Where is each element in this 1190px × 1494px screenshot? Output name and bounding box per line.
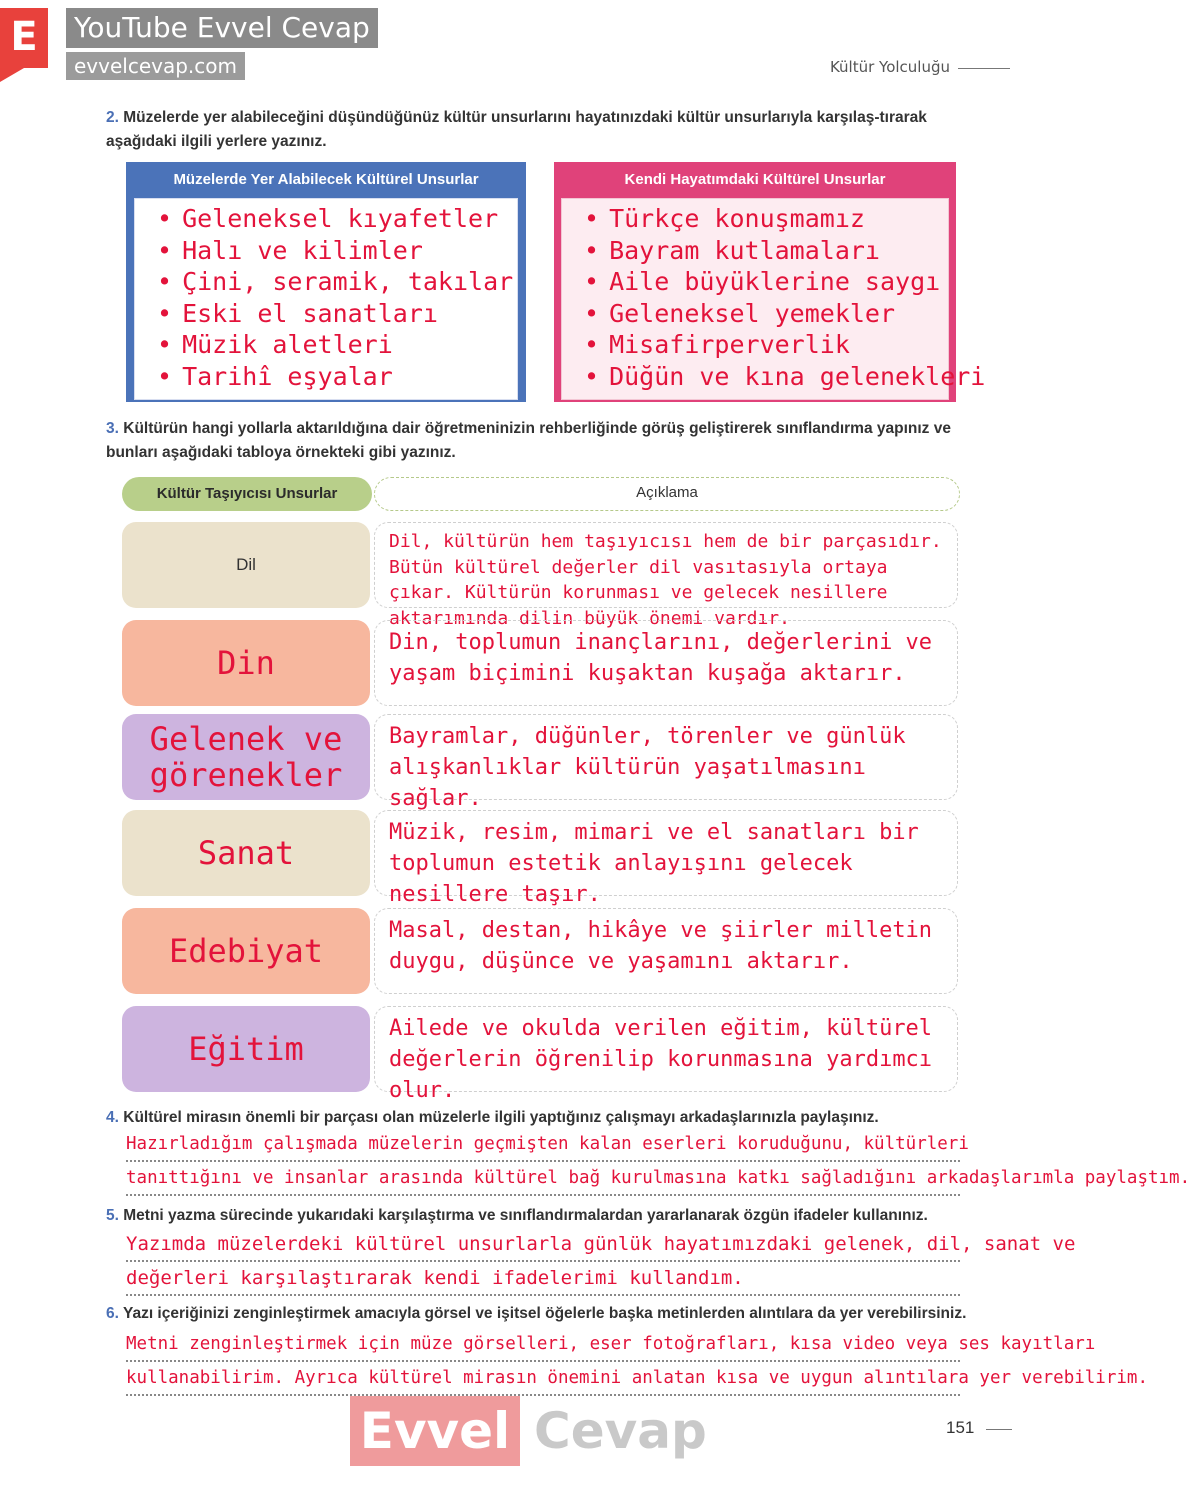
list-item: • Aile büyüklerine saygı [584,266,948,298]
explanation-text: Bayramlar, düğünler, törenler ve günlük alışkanlıklar kültürün yaşatılmasını sağlar. [389,724,906,811]
category-text: Dil [236,555,256,574]
museum-elements-title: Müzelerde Yer Alabilecek Kültürel Unsurlar [173,171,479,188]
list-item: • Eski el sanatları [157,298,517,330]
list-item: • Düğün ve kına gelenekleri [584,361,948,393]
list-item: • Geleneksel kıyafetler [157,203,517,235]
personal-elements-list-area [561,198,986,400]
question-number: 5. [106,1207,119,1224]
question-text: Kültürel mirasın önemli bir parçası olan müzelerle ilgili yaptığınız çalışmayı arkadaşlarınızla paylaşınız. [123,1109,879,1126]
category-text: Din [217,644,275,682]
list-item: • Çini, seramik, takılar [157,266,517,298]
watermark-cevap: Cevap [534,1402,707,1460]
table-row-explanation [374,714,958,811]
museum-elements-list-area [134,198,518,400]
list-item: • Tarihî eşyalar [157,361,517,393]
question-text: Müzelerde yer alabileceğini düşündüğünüz kültür unsurlarını hayatınızdaki kültür unsurlarıyla karşılaş-tırarak aşağıdaki ilgili yerlere yazınız. [106,109,927,150]
explanation-text: Dil, kültürün hem taşıyıcısı hem de bir parçasıdır. Bütün kültürel değerler dil vasıtasıyla ortaya çıkar. Kültürün korunması ve gelecek nesillere aktarımında dilin büyük önemi vardır. [389,531,942,629]
question-text: Yazı içeriğinizi zenginleştirmek amacıyla görsel ve işitsel öğelerle başka metinlerden alıntılara da yer verebilirsiniz. [122,1305,967,1322]
question-text: Metni yazma sürecinde yukarıdaki karşılaştırma ve sınıflandırmalardan yararlanarak özgün ifadeler kullanınız. [123,1207,928,1224]
list-item: • Bayram kutlamaları [584,235,948,267]
list-item: • Misafirperverlik [584,329,948,361]
table-header-carriers: Kültür Taşıyıcısı Unsurlar [122,477,372,511]
question-number: 2. [106,109,119,126]
table-row-explanation [374,620,958,706]
explanation-text: Masal, destan, hikâye ve şiirler milletin duygu, düşünce ve yaşamını aktarır. [389,918,933,974]
question-6 [106,1302,986,1326]
table-header-explanation: Açıklama [374,477,960,511]
question-2 [106,106,966,154]
explanation-text: Ailede ve okulda verilen eğitim, kültürel değerlerin öğrenilip korunmasına yardımcı olur. [389,1016,933,1103]
running-title: Kültür Yolculuğu [829,58,950,76]
category-text: Edebiyat [168,932,324,970]
watermark-site: evvelcevap.com [66,52,245,80]
explanation-text: Din, toplumun inançlarını, değerlerini ve yaşam biçimini kuşaktan kuşağa aktarır. [389,630,933,686]
table-row-category [122,908,370,994]
answer-line: Hazırladığım çalışmada müzelerin geçmişten kalan eserleri koruduğunu, kültürleri [126,1128,960,1162]
watermark-title: YouTube Evvel Cevap [66,8,378,48]
museum-elements-list [135,199,517,392]
table-row-category [122,522,370,608]
answer-line: kullanabilirim. Ayrıca kültürel mirasın önemini anlatan kısa ve uygun alıntılara yer verebilirim. [126,1362,960,1396]
explanation-text: Müzik, resim, mimari ve el sanatları bir toplumun estetik anlayışını gelecek nesillere taşır. [389,820,919,907]
list-item: • Türkçe konuşmamız [584,203,948,235]
answer-line: değerleri karşılaştırarak kendi ifadelerimi kullandım. [126,1262,960,1296]
personal-elements-list [562,199,986,392]
page-number-rule [986,1429,1012,1430]
page-number: 151 [946,1418,975,1437]
question-number: 4. [106,1109,119,1126]
table-row-explanation [374,908,958,994]
bottom-watermark [350,1396,710,1466]
list-item: • Halı ve kilimler [157,235,517,267]
evvel-logo: E [0,8,48,68]
answer-6 [126,1328,1148,1396]
table-row-explanation [374,810,958,907]
question-number: 6. [106,1305,119,1322]
running-title-rule [958,68,1010,69]
personal-elements-title: Kendi Hayatımdaki Kültürel Unsurlar [624,171,886,188]
question-3 [106,417,966,465]
category-text: Gelenek ve görenekler [149,720,343,794]
table-row-category [122,810,370,896]
category-text: Eğitim [188,1030,304,1068]
answer-line: Yazımda müzelerdeki kültürel unsurlarla günlük hayatımızdaki gelenek, dil, sanat ve [126,1228,960,1262]
table-row-explanation [374,522,958,629]
question-number: 3. [106,420,119,437]
question-4 [106,1106,966,1130]
question-text: Kültürün hangi yollarla aktarıldığına dair öğretmeninizin rehberliğinde görüş geliştirerek sınıflandırma yapınız ve bunları aşağıdaki tabloya örnekteki gibi yazınız. [106,420,951,461]
question-5 [106,1204,966,1228]
table-row-category [122,1006,370,1092]
category-text: Sanat [197,834,295,872]
answer-4 [126,1128,1190,1196]
answer-5 [126,1228,1076,1296]
table-row-category [122,620,370,706]
answer-line: tanıttığını ve insanlar arasında kültürel bağ kurulmasına katkı sağladığını arkadaşlarımla paylaştım. [126,1162,960,1196]
watermark-evvel: Evvel [350,1396,520,1466]
table-row-explanation [374,1006,958,1103]
list-item: • Geleneksel yemekler [584,298,948,330]
list-item: • Müzik aletleri [157,329,517,361]
answer-line: Metni zenginleştirmek için müze görselleri, eser fotoğrafları, kısa video veya ses kayıtları [126,1328,960,1362]
table-row-category [122,714,370,800]
